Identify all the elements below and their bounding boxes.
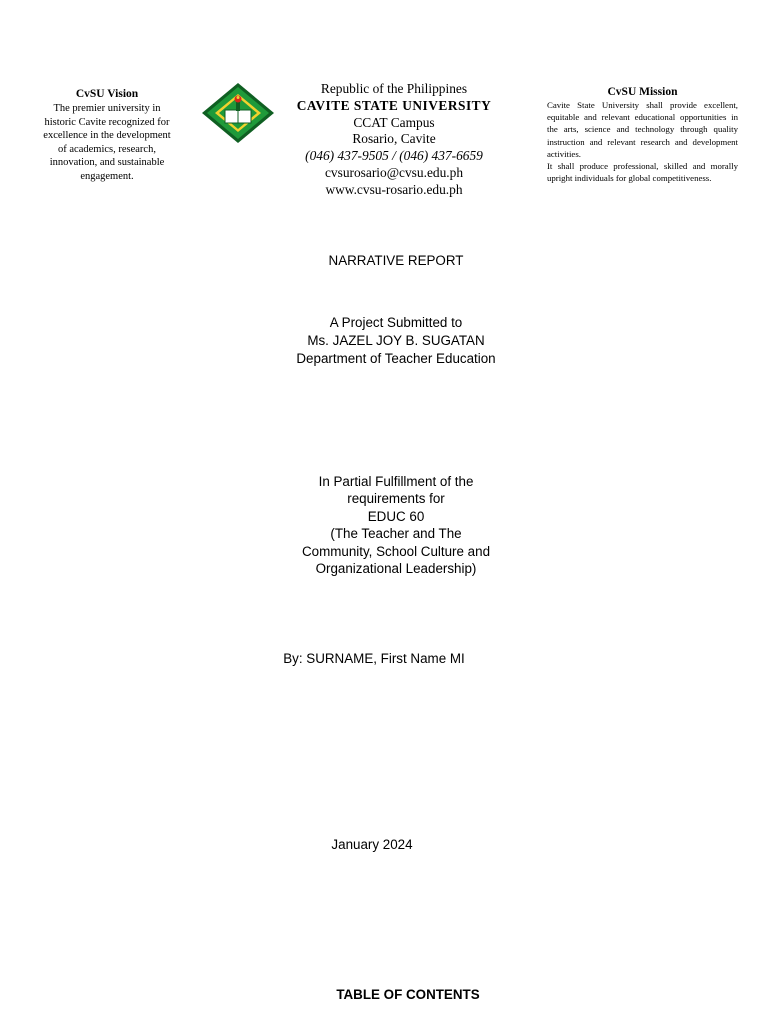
vision-line: engagement. [80, 170, 134, 182]
submission-block [12, 314, 768, 367]
vision-line: excellence in the development [43, 130, 171, 141]
website-address: www.cvsu-rosario.edu.ph [325, 181, 463, 197]
vision-title: CvSU Vision [75, 88, 139, 100]
report-title: NARRATIVE REPORT [328, 253, 464, 268]
vision-line: innovation, and sustainable [49, 157, 165, 168]
author-line: By: SURNAME, First Name MI [283, 651, 465, 666]
campus-location: Rosario, Cavite [352, 131, 436, 147]
vision-line: historic Cavite recognized for [44, 116, 170, 128]
department-name: Department of Teacher Education [296, 350, 496, 366]
institution-header [283, 81, 505, 199]
mission-paragraph: It shall produce professional, skilled and morally upright individuals for global competitiveness. [547, 161, 738, 184]
report-date: January 2024 [331, 837, 413, 852]
fulfillment-line: In Partial Fulfillment of the [318, 474, 474, 489]
campus-name: CCAT Campus [353, 114, 435, 130]
mission-block [547, 85, 738, 184]
course-title-line: (The Teacher and The [330, 526, 462, 542]
email-address: cvsurosario@cvsu.edu.ph [324, 164, 464, 180]
instructor-name: Ms. JAZEL JOY B. SUGATAN [307, 332, 485, 348]
fulfillment-block [12, 473, 768, 577]
country-line: Republic of the Philippines [320, 81, 468, 96]
university-name: CAVITE STATE UNIVERSITY [296, 97, 492, 113]
phone-numbers: (046) 437-9505 / (046) 437-6659 [305, 148, 483, 164]
university-logo-icon [201, 82, 275, 144]
submission-line: A Project Submitted to [329, 315, 463, 330]
vision-line: of academics, research, [58, 143, 156, 155]
mission-title: CvSU Mission [607, 86, 678, 98]
course-title-line: Organizational Leadership) [315, 561, 477, 577]
course-code: EDUC 60 [367, 508, 425, 524]
vision-block [32, 87, 182, 183]
course-title-line: Community, School Culture and [301, 543, 491, 559]
mission-paragraph: Cavite State University shall provide excellent, equitable and relevant educational opportunities in the arts, science and technology through quality instruction and relevant research and development activities. [547, 100, 738, 159]
vision-line: The premier university in [53, 103, 161, 114]
fulfillment-line: requirements for [347, 491, 445, 507]
table-of-contents-heading: TABLE OF CONTENTS [336, 987, 480, 1002]
